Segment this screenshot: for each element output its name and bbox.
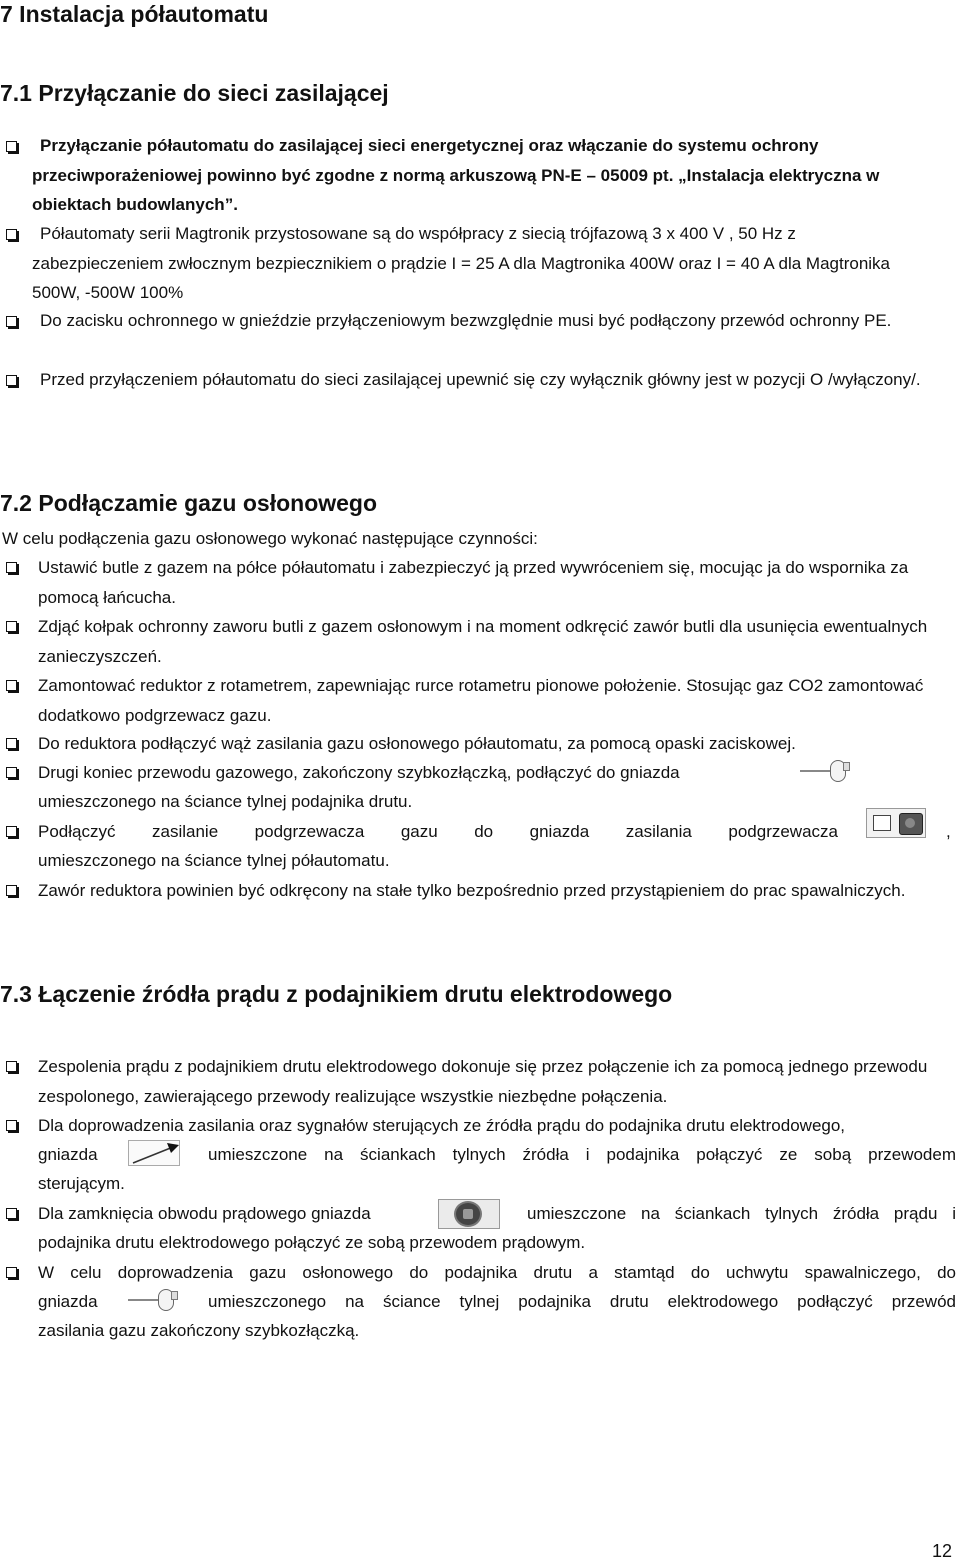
s72-bullet-3: Zamontować reduktor z rotametrem, zapewniając rurce rotametru pionowe położenie. Stosując gaz CO2 zamontować dodatkowo podgrzewacz gazu. xyxy=(38,676,924,725)
checkbox-bullet-icon xyxy=(6,1267,17,1278)
s72-bullet-2: Zdjąć kołpak ochronny zaworu butli z gazem osłonowym i na moment odkręcić zawór butli dla usunięcia ewentualnych zanieczyszczeń. xyxy=(38,617,928,666)
s71-bullet-3: Do zacisku ochronnego w gnieździe przyłączeniowym bezwzględnie musi być podłączony przewód ochronny PE. xyxy=(40,311,892,330)
s73-bullet-4-line-1: W celu doprowadzenia gazu osłonowego do podajnika drutu a stamtąd do uchwytu spawalniczego, do xyxy=(38,1263,956,1282)
s73-bullet-3-line-2: podajnika drutu elektrodowego połączyć ze sobą przewodem prądowym. xyxy=(38,1233,586,1252)
s73-bullet-2-line-1: Dla doprowadzenia zasilania oraz sygnałów sterujących ze źródła prądu do podajnika drutu elektrodowego, xyxy=(38,1116,846,1135)
s73-bullet-4-line-2: umieszczonego na ściance tylnej podajnika drutu elektrodowego podłączyć przewód xyxy=(208,1292,956,1311)
checkbox-bullet-icon xyxy=(6,885,17,896)
s72-intro: W celu podłączenia gazu osłonowego wykonać następujące czynności: xyxy=(2,529,538,548)
checkbox-bullet-icon xyxy=(6,738,17,749)
checkbox-bullet-icon xyxy=(6,767,17,778)
s72-bullet-5-line-2: umieszczonego na ściance tylnej podajnika drutu. xyxy=(38,792,413,811)
checkbox-bullet-icon xyxy=(6,826,17,837)
s71-bullet-2: Półautomaty serii Magtronik przystosowane są do współpracy z siecią trójfazową 3 x 400 V , 50 Hz z zabezpieczeniem zwłocznym bezpiecznikiem o prądzie I = 25 A dla Magtronika 400W oraz I = 40 A dla Magtronika 500W, -500W 100% xyxy=(32,224,891,302)
checkbox-bullet-icon xyxy=(6,680,17,691)
gas-connector-icon xyxy=(800,758,854,784)
s72-bullet-5-line-1: Drugi koniec przewodu gazowego, zakończony szybkozłączką, podłączyć do gniazda xyxy=(38,763,680,782)
checkbox-bullet-icon xyxy=(6,316,17,327)
section-7-2-title: 7.2 Podłączamie gazu osłonowego xyxy=(0,490,378,516)
s72-bullet-6-line-1: Podłączyć zasilanie podgrzewacza gazu do gniazda zasilania podgrzewacza xyxy=(38,822,838,841)
checkbox-bullet-icon xyxy=(6,375,17,386)
s73-bullet-2-gniazda: gniazda xyxy=(38,1145,98,1164)
s73-bullet-4-line-3: zasilania gazu zakończony szybkozłączką. xyxy=(38,1321,360,1340)
page-number: 12 xyxy=(931,1541,952,1561)
s73-bullet-1: Zespolenia prądu z podajnikiem drutu elektrodowego dokonuje się przez połączenie ich za pomocą jednego przewodu zespolonego, zawierającego przewody realizujące wszystkie niezbędne połączenia. xyxy=(38,1057,928,1106)
checkbox-bullet-icon xyxy=(6,621,17,632)
power-socket-icon xyxy=(438,1199,500,1229)
s73-bullet-3-line-1b: umieszczone na ściankach tylnych źródła prądu i xyxy=(527,1204,956,1223)
checkbox-bullet-icon xyxy=(6,1208,17,1219)
checkbox-bullet-icon xyxy=(6,1120,17,1131)
checkbox-bullet-icon xyxy=(6,141,17,152)
gas-connector-icon xyxy=(128,1287,182,1313)
section-7-3-title: 7.3 Łączenie źródła prądu z podajnikiem drutu elektrodowego xyxy=(0,981,673,1007)
chapter-title: 7 Instalacja półautomatu xyxy=(0,1,269,27)
s72-bullet-7: Zawór reduktora powinien być odkręcony na stałe tylko bezpośrednio przed przystąpieniem do prac spawalniczych. xyxy=(38,881,906,900)
s73-bullet-4-gniazda: gniazda xyxy=(38,1292,98,1311)
heater-socket-icon xyxy=(866,808,926,838)
s73-bullet-2-line-3: sterującym. xyxy=(38,1174,125,1193)
s71-bullet-4: Przed przyłączeniem półautomatu do sieci zasilającej upewnić się czy wyłącznik główny jest w pozycji O /wyłączony/. xyxy=(40,370,921,389)
s72-bullet-6-line-2: umieszczonego na ściance tylnej półautomatu. xyxy=(38,851,390,870)
s73-bullet-3-line-1a: Dla zamknięcia obwodu prądowego gniazda xyxy=(38,1204,371,1223)
section-7-1-title: 7.1 Przyłączanie do sieci zasilającej xyxy=(0,80,389,106)
control-socket-icon xyxy=(128,1140,180,1166)
checkbox-bullet-icon xyxy=(6,1061,17,1072)
s72-bullet-1: Ustawić butle z gazem na półce półautomatu i zabezpieczyć ją przed wywróceniem się, mocując ja do wspornika za pomocą łańcucha. xyxy=(38,558,909,607)
checkbox-bullet-icon xyxy=(6,229,17,240)
s72-bullet-6-comma: , xyxy=(946,822,951,841)
checkbox-bullet-icon xyxy=(6,562,17,573)
s71-bullet-1: Przyłączanie półautomatu do zasilającej sieci energetycznej oraz włączanie do systemu ochrony przeciwporażeniowej powinno być zgodne z normą arkuszową PN-E – 05009 pt. „Instalacja elektryczna w obiektach budowlanych”. xyxy=(32,136,880,214)
s73-bullet-2-line-2: umieszczone na ściankach tylnych źródła i podajnika połączyć ze sobą przewodem xyxy=(208,1145,956,1164)
s72-bullet-4: Do reduktora podłączyć wąż zasilania gazu osłonowego półautomatu, za pomocą opaski zaciskowej. xyxy=(38,734,796,753)
